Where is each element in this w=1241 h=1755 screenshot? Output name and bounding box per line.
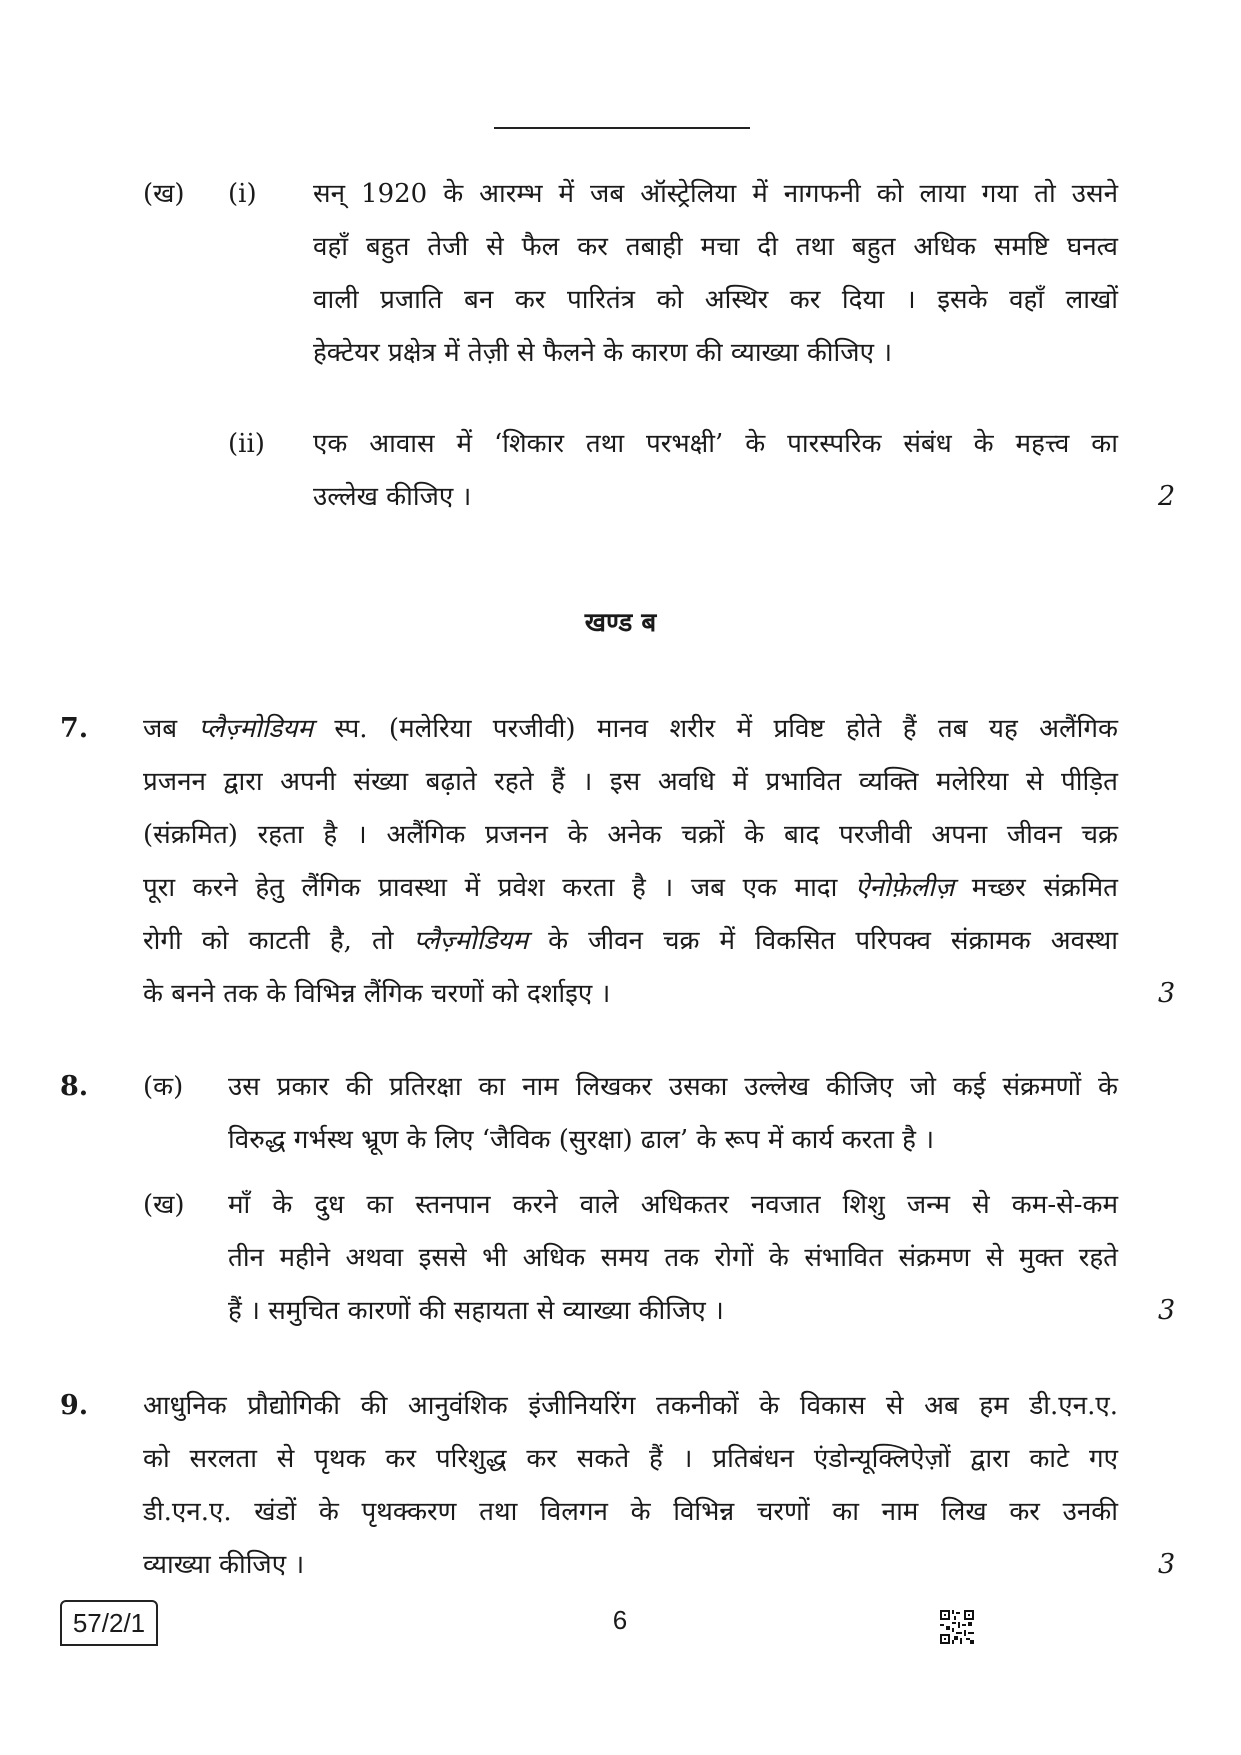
- q7-line-4: पूरा करने हेतु लैंगिक प्रावस्था में प्रवेश करता है । जब एक मादा ऐनोफ़ेलीज़ मच्छर संक्रमित: [143, 873, 1119, 903]
- q7-line-3: (संक्रमित) रहता है । अलैंगिक प्रजनन के अनेक चक्रों के बाद परजीवी अपना जीवन चक्र: [143, 820, 1118, 850]
- page-number: 6: [612, 1605, 628, 1635]
- q8-number: 8.: [60, 1071, 89, 1102]
- q6b-ii-line-1: एक आवास में ‘शिकार तथा परभक्षी’ के पारस्परिक संबंध के महत्त्व का: [313, 429, 1118, 459]
- q7-number: 7.: [60, 713, 89, 744]
- q8b-line-1: माँ के दुध का स्तनपान करने वाले अधिकतर नवजात शिशु जन्म से कम-से-कम: [228, 1190, 1118, 1220]
- q7-plasmodium-term-2: प्लैज़्मोडियम: [413, 926, 529, 956]
- q8a-line-2: विरुद्ध गर्भस्थ भ्रूण के लिए ‘जैविक (सुरक्षा) ढाल’ के रूप में कार्य करता है ।: [228, 1125, 935, 1155]
- q6b-label: (ख): [143, 179, 185, 209]
- q6b-part-i-label: (i): [228, 179, 257, 209]
- q7-line-5: रोगी को काटती है, तो प्लैज़्मोडियम के जीवन चक्र में विकसित परिपक्व संक्रामक अवस्था: [143, 926, 1118, 956]
- q6b-ii-line-2: उल्लेख कीजिए ।: [313, 482, 472, 512]
- top-divider-rule: [494, 127, 750, 129]
- q9-marks: 3: [1158, 1549, 1176, 1580]
- q6b-part-ii-label: (ii): [228, 429, 265, 459]
- section-heading: खण्ड ब: [584, 608, 657, 638]
- q7-anopheles-term: ऐनोफ़ेलीज़: [854, 873, 955, 903]
- q7-line-1: जब प्लैज़्मोडियम स्प. (मलेरिया परजीवी) मानव शरीर में प्रविष्ट होते हैं तब यह अलैंगिक: [143, 714, 1119, 744]
- q7-marks: 3: [1158, 978, 1176, 1009]
- q7-line-6: के बनने तक के विभिन्न लैंगिक चरणों को दर्शाइए ।: [143, 979, 611, 1009]
- q8a-label: (क): [143, 1072, 184, 1102]
- q9-line-1: आधुनिक प्रौद्योगिकी की आनुवंशिक इंजीनियरिंग तकनीकों के विकास से अब हम डी.एन.ए.: [143, 1391, 1118, 1421]
- paper-code-badge: 57/2/1: [60, 1600, 158, 1646]
- q6b-i-line-4: हेक्टेयर प्रक्षेत्र में तेज़ी से फैलने के कारण की व्याख्या कीजिए ।: [313, 338, 893, 368]
- q6b-i-line-1: सन् 1920 के आरम्भ में जब ऑस्ट्रेलिया में नागफनी को लाया गया तो उसने: [313, 179, 1118, 209]
- q7-plasmodium-term: प्लैज़्मोडियम: [198, 714, 314, 744]
- q8-marks: 3: [1158, 1295, 1176, 1326]
- q6-marks: 2: [1158, 481, 1176, 512]
- q6b-i-line-3: वाली प्रजाति बन कर पारितंत्र को अस्थिर कर दिया । इसके वहाँ लाखों: [313, 285, 1118, 315]
- qr-code-icon: [940, 1610, 974, 1644]
- q9-number: 9.: [60, 1390, 89, 1421]
- q8b-line-3: हैं । समुचित कारणों की सहायता से व्याख्या कीजिए ।: [228, 1296, 724, 1326]
- q9-line-4: व्याख्या कीजिए ।: [143, 1550, 305, 1580]
- q7-line-2: प्रजनन द्वारा अपनी संख्या बढ़ाते रहते हैं । इस अवधि में प्रभावित व्यक्ति मलेरिया से पीड़ित: [143, 767, 1118, 797]
- q8b-label: (ख): [143, 1190, 185, 1220]
- q6b-i-line-2: वहाँ बहुत तेजी से फैल कर तबाही मचा दी तथा बहुत अधिक समष्टि घनत्व: [313, 232, 1118, 262]
- q9-line-2: को सरलता से पृथक कर परिशुद्ध कर सकते हैं । प्रतिबंधन एंडोन्यूक्लिऐज़ों द्वारा काटे गए: [143, 1444, 1118, 1474]
- q8b-line-2: तीन महीने अथवा इससे भी अधिक समय तक रोगों के संभावित संक्रमण से मुक्त रहते: [228, 1243, 1118, 1273]
- q9-line-3: डी.एन.ए. खंडों के पृथक्करण तथा विलगन के विभिन्न चरणों का नाम लिख कर उनकी: [143, 1497, 1118, 1527]
- q8a-line-1: उस प्रकार की प्रतिरक्षा का नाम लिखकर उसका उल्लेख कीजिए जो कई संक्रमणों के: [228, 1072, 1118, 1102]
